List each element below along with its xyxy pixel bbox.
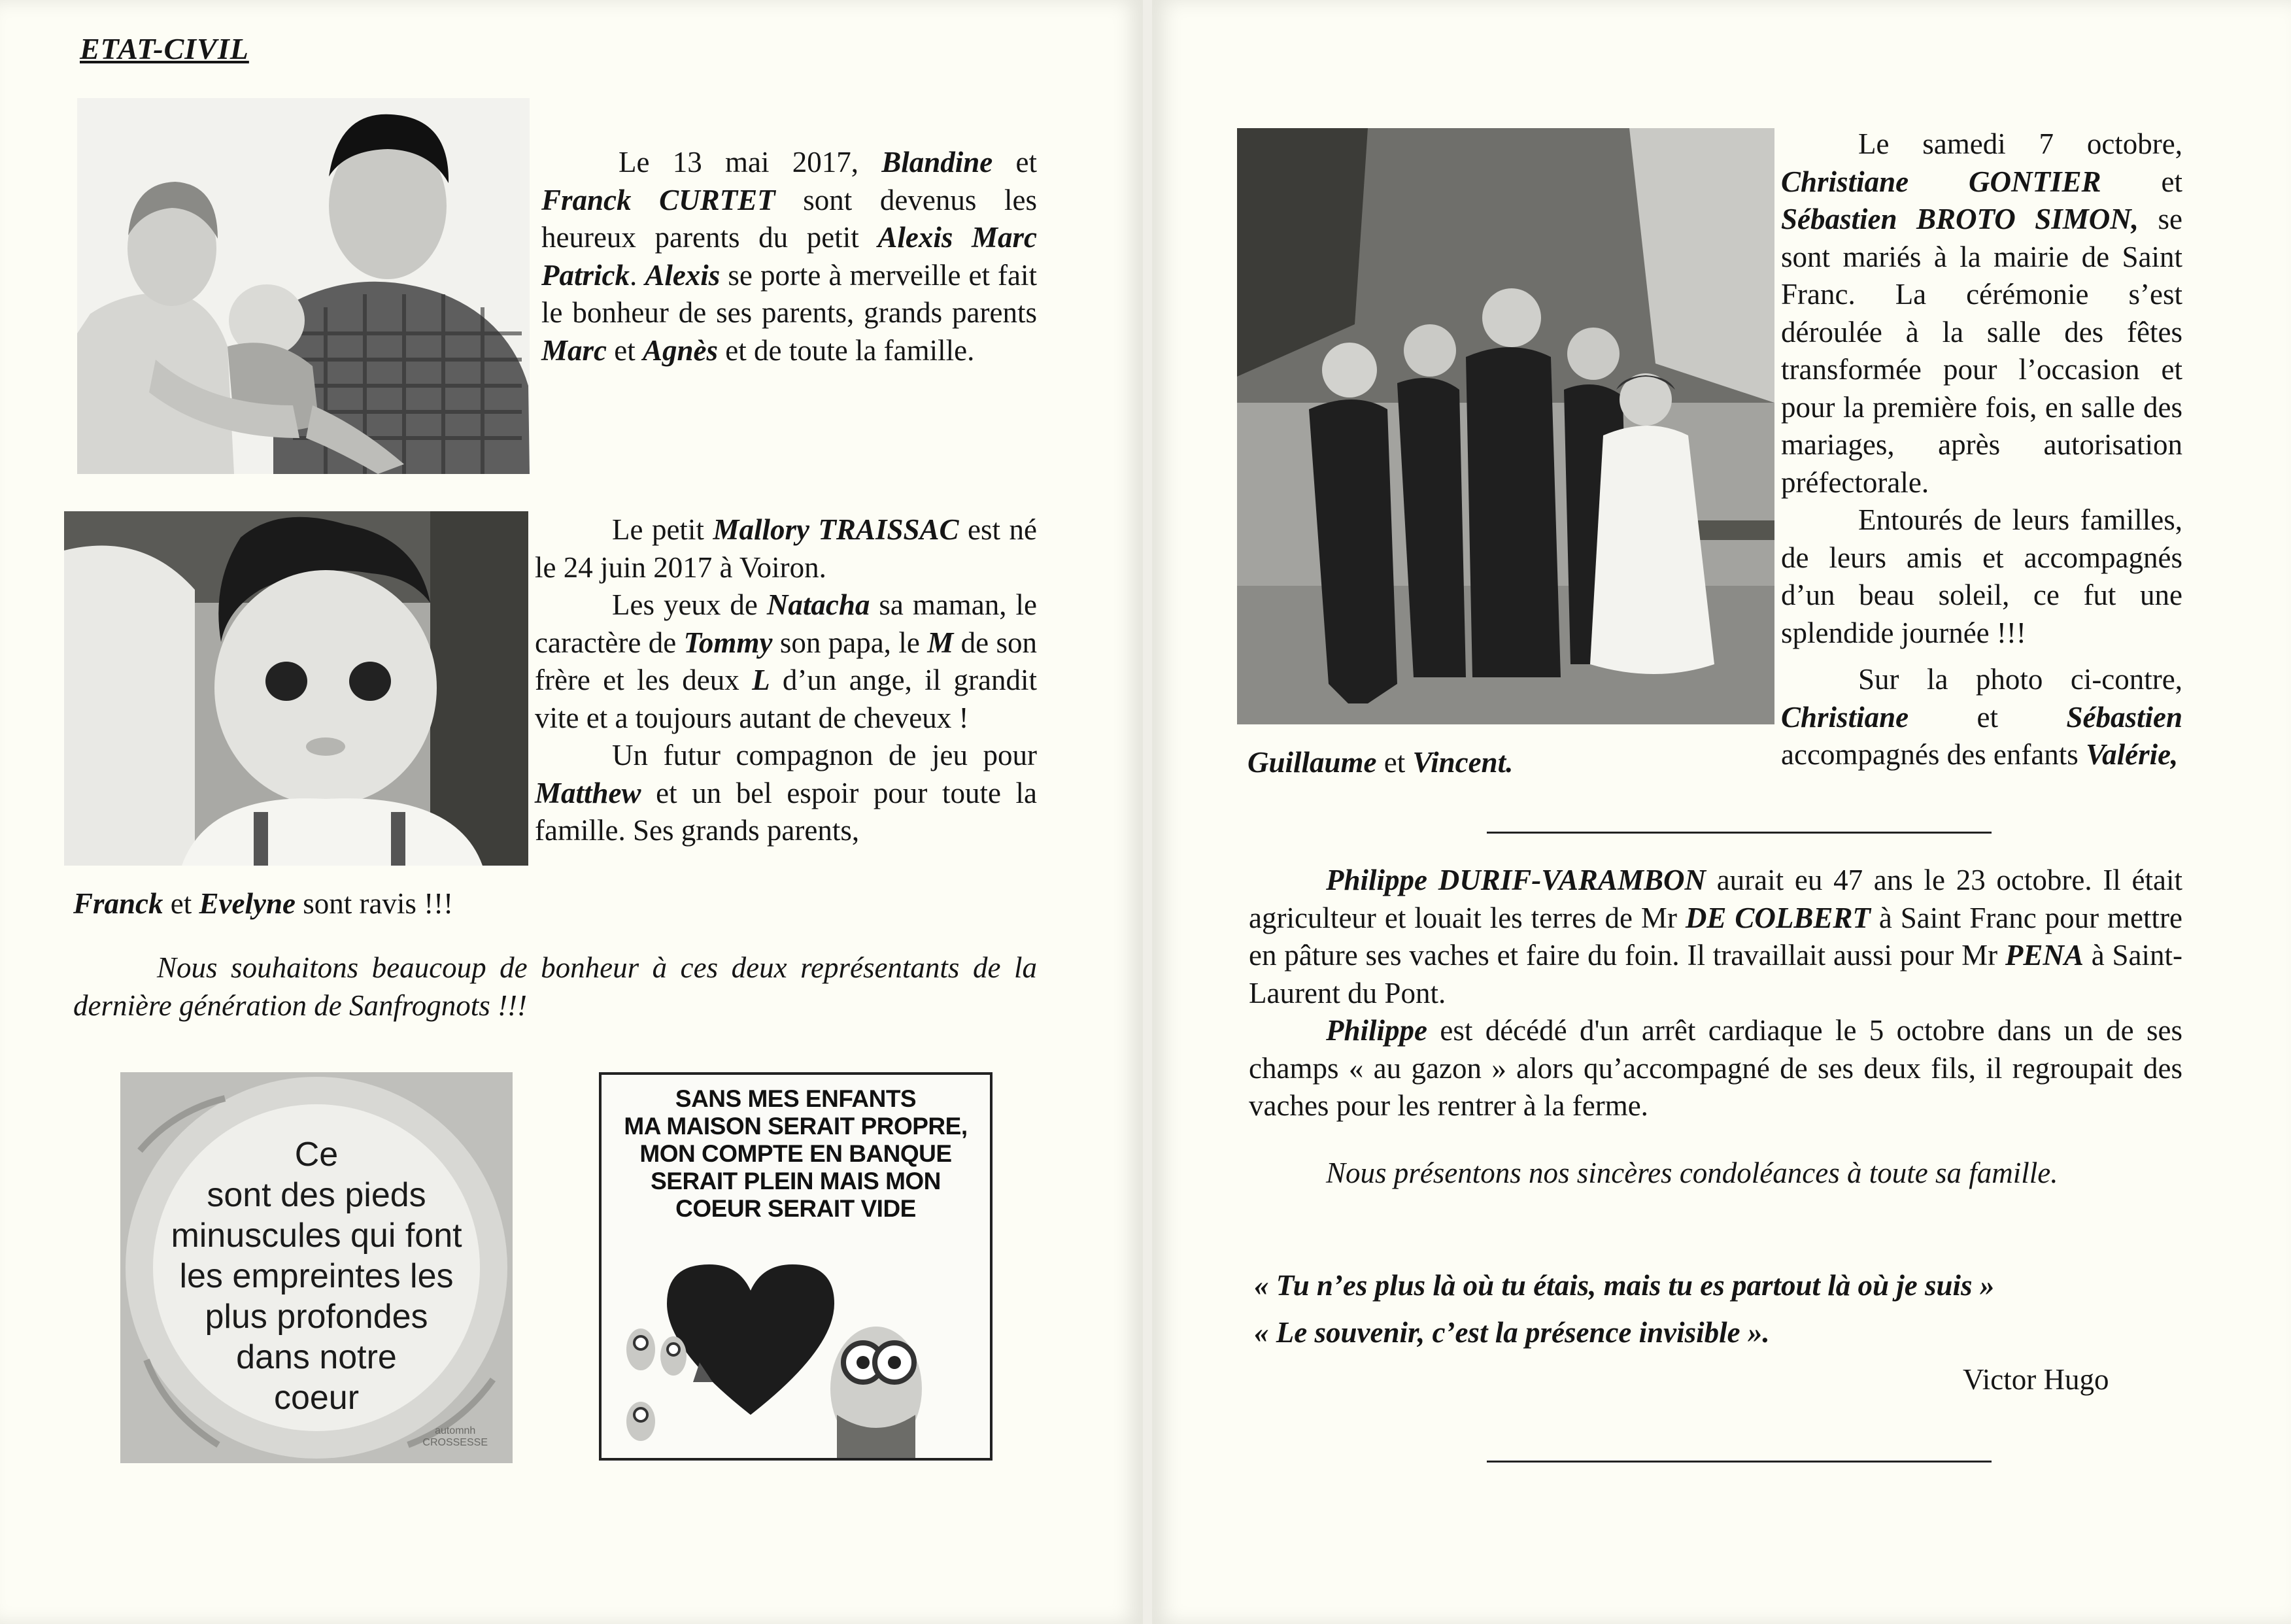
- poem-line: sont des pieds: [207, 1176, 426, 1214]
- poem-line: dans notre: [236, 1338, 397, 1376]
- emphasized-name: Tommy: [683, 626, 773, 659]
- emphasized-name: PENA: [2005, 939, 2084, 972]
- emphasized-name: Blandine: [881, 146, 993, 178]
- text-run: de son frère et les deux: [535, 626, 1037, 696]
- emphasized-name: M: [927, 626, 954, 659]
- heart-icon: [667, 1264, 834, 1415]
- text-run: et: [1909, 700, 2067, 734]
- text-run: .: [629, 258, 645, 292]
- emphasized-name: DE COLBERT: [1685, 901, 1871, 934]
- text-run: Les yeux de: [612, 588, 767, 621]
- emphasized-name: L: [752, 664, 770, 696]
- emphasized-name: Natacha: [766, 588, 870, 621]
- birth-announcement-mallory: [535, 511, 1037, 850]
- text-run: se sont mariés à la mairie de Saint Franc. La cérémonie s’est déroulée à la salle des fêtes transformée pour l’occasion et pour la première fois, en salle des mariages, après autorisation préfectorale.: [1781, 203, 2182, 499]
- divider-bottom: [1487, 1461, 1992, 1463]
- poem-line: minuscules qui font: [171, 1217, 462, 1255]
- emphasized-name: Christiane: [1781, 700, 1909, 734]
- poem-line: coeur: [273, 1379, 360, 1417]
- text-run: et de toute la famille.: [718, 333, 975, 367]
- poem-credit-line: automnh: [435, 1425, 476, 1436]
- quote-line-1: « Tu n’es plus là où tu étais, mais tu es partout là où je suis »: [1254, 1269, 1995, 1302]
- emphasized-name: Franck CURTET: [541, 183, 775, 216]
- emphasized-name: Christiane GONTIER: [1781, 165, 2101, 198]
- emphasized-name: Matthew: [535, 776, 641, 809]
- left-page: [0, 0, 1143, 1624]
- poster-line: COEUR SERAIT VIDE: [675, 1195, 916, 1222]
- obituary: [1249, 862, 2182, 1125]
- poem-credit-line: CROSSESSE: [422, 1437, 488, 1448]
- wedding-announcement: [1781, 126, 2182, 774]
- condolences: Nous présentons nos sincères condoléances à toute sa famille.: [1326, 1157, 2058, 1189]
- divider-top: [1487, 832, 1992, 834]
- section-title: ETAT-CIVIL: [80, 32, 249, 65]
- text-run: à Saint Franc pour mettre en pâture ses vaches et faire du foin. Il travaillait aussi pour Mr: [1249, 901, 2182, 972]
- emphasized-name: Alexis Marc Patrick: [541, 221, 1037, 292]
- text-run: Un futur compagnon de jeu pour: [612, 739, 1037, 771]
- emphasized-name: Agnès: [642, 333, 719, 367]
- quote-author: Victor Hugo: [1963, 1363, 2109, 1396]
- text-run: sont devenus les heureux parents du petit: [541, 183, 1037, 254]
- emphasized-name: Marc: [541, 333, 607, 367]
- wedding-children-line: [1247, 744, 1901, 782]
- wedding-photo: [1237, 128, 1774, 724]
- text-run: accompagnés des enfants: [1781, 738, 2086, 771]
- poster-line: MON COMPTE EN BANQUE: [639, 1140, 952, 1167]
- poem-line: Ce: [294, 1136, 339, 1174]
- text-run: se porte à merveille et fait le bonheur de ses parents, grands parents: [541, 258, 1038, 329]
- poem-line: les empreintes les: [179, 1257, 454, 1295]
- emphasized-name: Philippe: [1326, 1014, 1427, 1047]
- emphasized-name: Sébastien: [2066, 700, 2182, 734]
- emphasized-name: Guillaume: [1247, 746, 1377, 779]
- emphasized-name: Alexis: [645, 258, 721, 292]
- text-run: et: [607, 333, 643, 367]
- text-run: et: [1376, 746, 1413, 779]
- text-run: aurait eu 47 ans le 23 octobre. Il était agriculteur et louait les terres de Mr: [1249, 864, 2182, 934]
- text-run: à Saint-Laurent du Pont.: [1249, 939, 2183, 1009]
- poem-text: [120, 1134, 513, 1418]
- text-run: est né le 24 juin 2017 à Voiron.: [535, 513, 1037, 584]
- footprints-poem-image: [120, 1072, 513, 1463]
- emphasized-name: Vincent.: [1412, 746, 1514, 779]
- emphasized-name: Sébastien BROTO SIMON,: [1781, 203, 2139, 235]
- text-run: Sur la photo ci-contre,: [1858, 663, 2182, 696]
- text-run: son papa, le: [772, 626, 928, 659]
- emphasized-name: Mallory TRAISSAC: [713, 513, 959, 546]
- emphasized-name: Valérie,: [2086, 738, 2179, 771]
- family-photo-curtet: [77, 98, 530, 474]
- quote-line-2: « Le souvenir, c’est la présence invisible ».: [1254, 1316, 1770, 1349]
- text-run: sont ravis !!!: [295, 887, 454, 920]
- text-run: et: [2101, 165, 2182, 198]
- text-run: et un bel espoir pour toute la famille. Ses grands parents,: [535, 776, 1037, 847]
- baby-photo-mallory: [64, 511, 528, 866]
- text-run: sa maman, le caractère de: [535, 588, 1037, 659]
- wishes-paragraph: Nous souhaitons beaucoup de bonheur à ces deux représentants de la dernière génération de Sanfrognots !!!: [73, 951, 1037, 1022]
- grandparents-line: [73, 885, 727, 923]
- text-run: et: [163, 887, 199, 920]
- text-run: Entourés de leurs familles, de leurs amis et accompagnés d’un beau soleil, ce fut une splendide journée !!!: [1781, 503, 2182, 649]
- text-run: Le samedi 7 octobre,: [1858, 127, 2182, 160]
- emphasized-name: Franck: [73, 887, 163, 920]
- poem-line: plus profondes: [205, 1298, 428, 1336]
- emphasized-name: Philippe DURIF-VARAMBON: [1326, 864, 1706, 896]
- poster-line: MA MAISON SERAIT PROPRE,: [624, 1113, 968, 1140]
- poster-line: SANS MES ENFANTS: [675, 1085, 917, 1112]
- text-run: Le 13 mai 2017,: [619, 146, 882, 178]
- text-run: d’un ange, il grandit vite et a toujours autant de cheveux !: [535, 664, 1037, 734]
- poster-line: SERAIT PLEIN MAIS MON: [651, 1168, 941, 1194]
- text-run: est décédé d'un arrêt cardiaque le 5 octobre dans un de ses champs « au gazon » alors qu’accompagné de ses deux fils, il regroupait des vaches pour les rentrer à la ferme.: [1249, 1014, 2182, 1122]
- poem-credit: [422, 1425, 488, 1449]
- text-run: et: [993, 146, 1037, 178]
- minion-poster: [599, 1072, 993, 1461]
- text-run: Le petit: [612, 513, 713, 546]
- emphasized-name: Evelyne: [199, 887, 296, 920]
- right-page: [1152, 0, 2291, 1624]
- birth-announcement-curtet: [541, 144, 1037, 369]
